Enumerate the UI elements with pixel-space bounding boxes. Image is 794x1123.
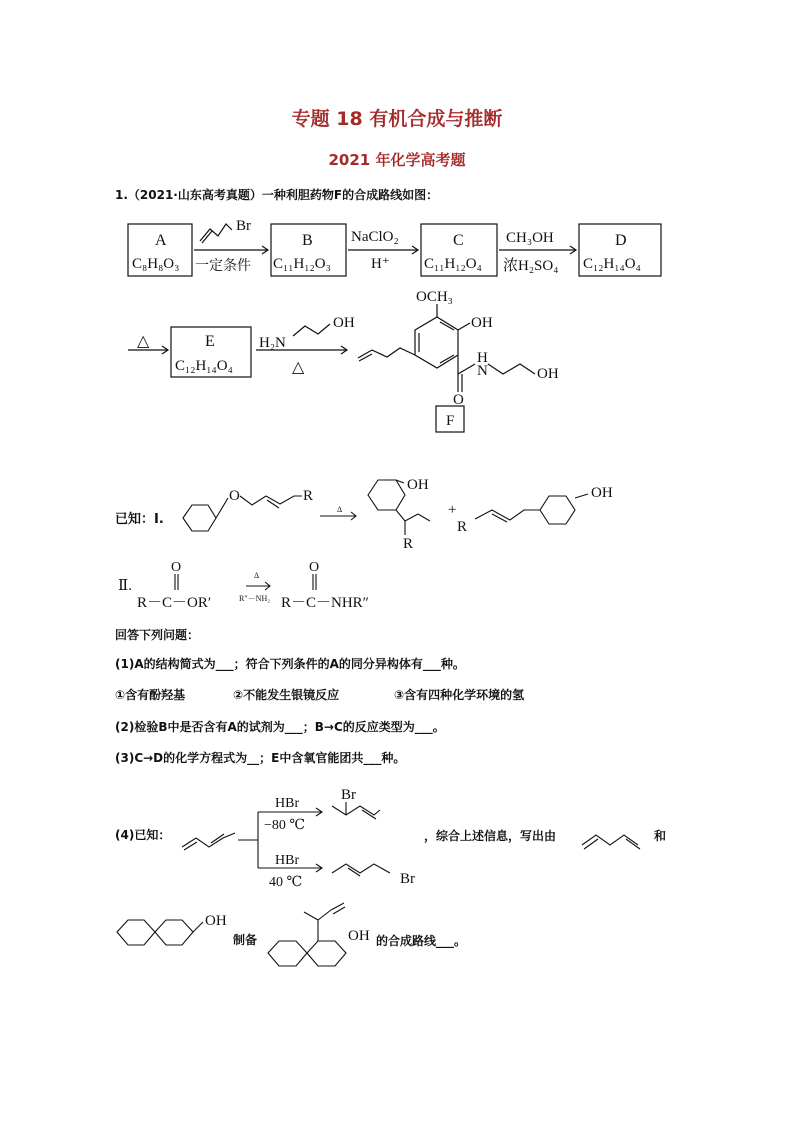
reagent-methanol: CH₃OH xyxy=(506,230,554,246)
f-ring-oh: OH xyxy=(471,315,493,331)
p4-br2: Br xyxy=(400,871,415,887)
question-part-3: (3)C→D的化学方程式为__；E中含氧官能团共___种。 xyxy=(115,751,406,765)
k1-phenol-oh: OH xyxy=(591,485,613,501)
known-label: 已知：Ⅰ. xyxy=(115,512,164,527)
box-d-formula: C₁₂H₁₄O₄ xyxy=(583,256,641,272)
heat-symbol-1: △ xyxy=(137,333,150,350)
k2-label: Ⅱ. xyxy=(118,578,132,594)
k1-r: R xyxy=(303,488,314,504)
reagent-condition: 一定条件 xyxy=(195,259,251,274)
k1-delta: Δ xyxy=(337,505,343,514)
reagent-oh: OH xyxy=(333,315,355,331)
k2-lhs: R－C－OR′ xyxy=(137,595,212,611)
f-och3: OCH₃ xyxy=(416,289,453,305)
k2-rhs: R－C－NHR″ xyxy=(281,595,369,611)
heat-symbol-2: △ xyxy=(292,359,305,376)
box-a-formula: C₈H₈O₃ xyxy=(132,256,180,272)
k2-o2: O xyxy=(309,560,320,575)
box-e-formula: C₁₂H₁₄O₄ xyxy=(175,358,233,374)
question-part-4-and: 和 xyxy=(654,829,667,843)
question-part-4-text: ，综合上述信息，写出由 xyxy=(424,829,557,843)
k2-o1: O xyxy=(171,560,182,575)
question-part-1: (1)A的结构简式为___；符合下列条件的A的同分异构体有___种。 xyxy=(115,657,465,671)
box-b-label: B xyxy=(302,232,313,249)
question-part-4-label: (4)已知： xyxy=(115,828,171,842)
reagent-h-plus: H⁺ xyxy=(371,256,390,272)
f-chain-oh: OH xyxy=(537,366,559,382)
answer-prompt: 回答下列问题： xyxy=(115,628,200,642)
k1-product-oh: OH xyxy=(407,477,429,493)
k1-r2: R xyxy=(457,519,468,535)
box-a-label: A xyxy=(155,232,167,249)
question-part-4-end: 的合成路线___。 xyxy=(376,934,467,948)
question-stem: 1.（2021·山东高考真题）一种利胆药物F的合成路线如图： xyxy=(115,188,439,202)
question-part-4-make: 制备 xyxy=(233,933,258,947)
k1-plus: + xyxy=(448,502,457,518)
condition-1: ①含有酚羟基 xyxy=(115,688,186,702)
question-part-2: (2)检验B中是否含有A的试剂为___；B→C的反应类型为___。 xyxy=(115,720,445,734)
box-c-label: C xyxy=(453,232,464,249)
p4-hbr2: HBr xyxy=(275,853,300,868)
box-f-label: F xyxy=(446,413,455,429)
box-d-label: D xyxy=(615,232,627,249)
p4-hbr1: HBr xyxy=(275,796,300,811)
f-carbonyl-o: O xyxy=(453,392,464,408)
box-b-formula: C₁₁H₁₂O₃ xyxy=(273,256,331,272)
k2-reagent: R″－NH₂ xyxy=(239,594,271,603)
reagent-naclo2: NaClO₂ xyxy=(351,229,399,245)
k1-product-r: R xyxy=(403,536,414,552)
condition-2: ②不能发生银镜反应 xyxy=(233,688,340,702)
box-e-label: E xyxy=(205,333,215,350)
product-oh: OH xyxy=(348,928,370,944)
reagent-h2n: H₂N xyxy=(259,335,286,351)
page-subtitle: 2021 年化学高考题 xyxy=(328,151,466,169)
page-title: 专题 18 有机合成与推断 xyxy=(291,108,503,130)
k2-delta: Δ xyxy=(254,571,260,580)
reagent-br: Br xyxy=(236,218,251,234)
naphthol-oh: OH xyxy=(205,913,227,929)
k1-o: O xyxy=(229,488,240,504)
p4-br1: Br xyxy=(341,787,356,803)
reagent-h2so4: 浓H₂SO₄ xyxy=(503,258,559,274)
box-c-formula: C₁₁H₁₂O₄ xyxy=(424,256,482,272)
f-nh-n: N xyxy=(477,363,488,379)
condition-3: ③含有四种化学环境的氢 xyxy=(394,688,525,702)
f-nh-h: H xyxy=(477,350,488,366)
p4-temp2: 40 ℃ xyxy=(269,875,303,890)
p4-temp1: −80 ℃ xyxy=(264,818,306,833)
